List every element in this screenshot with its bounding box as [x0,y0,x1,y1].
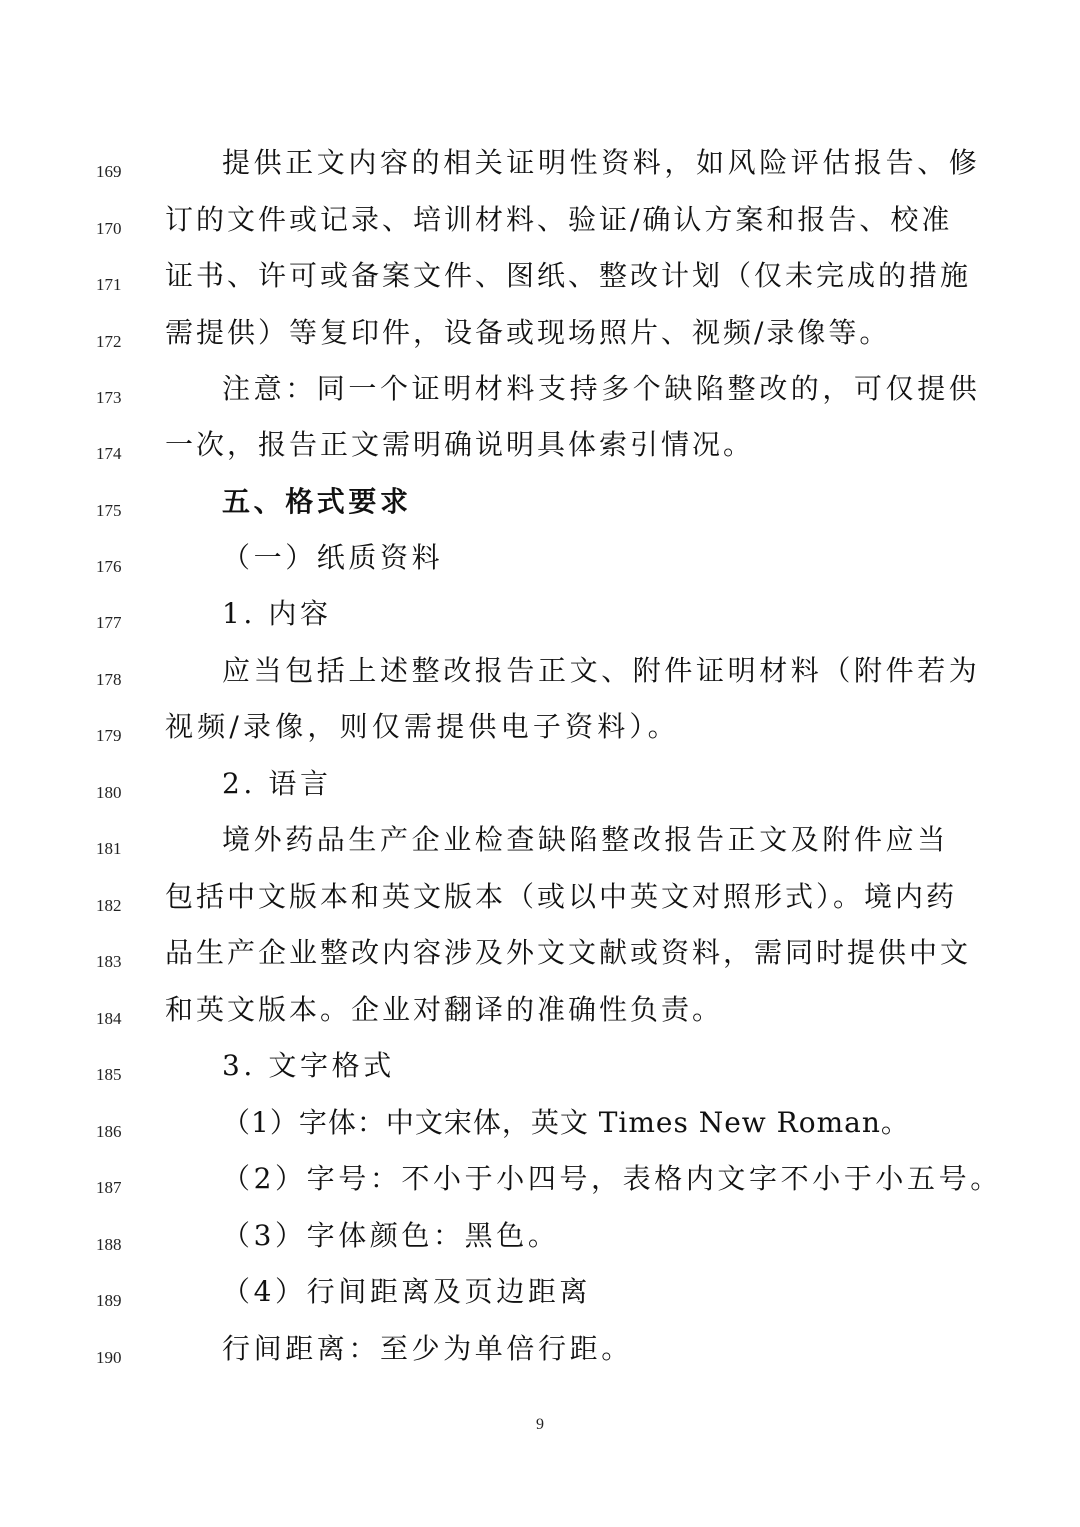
line-number: 178 [96,670,122,689]
text-line-170 [0,205,1080,261]
text-line-190 [0,1334,1080,1390]
line-number: 176 [96,557,122,576]
text-line-171 [0,261,1080,317]
line-text: 需提供）等复印件，设备或现场照片、视频/录像等。 [165,316,891,349]
text-line-186 [0,1108,1080,1164]
line-number: 179 [96,726,122,745]
line-text: 证书、许可或备案文件、图纸、整改计划（仅未完成的措施 [165,259,972,292]
text-line-172 [0,318,1080,374]
text-line-177 [0,599,1080,655]
text-line-181 [0,825,1080,881]
text-line-187 [0,1164,1080,1220]
line-number: 189 [96,1291,122,1310]
line-text: 订的文件或记录、培训材料、验证/确认方案和报告、校准 [165,203,953,236]
line-number: 190 [96,1348,122,1367]
line-text: 品生产企业整改内容涉及外文文献或资料，需同时提供中文 [165,936,972,969]
page-number: 9 [536,1416,544,1433]
line-number: 184 [96,1009,122,1028]
text-line-189 [0,1277,1080,1333]
line-number: 183 [96,952,122,971]
line-number: 182 [96,896,122,915]
line-number: 169 [96,162,122,181]
line-text: （1）字体：中文宋体，英文 Times New Roman。 [222,1106,910,1139]
line-text: 应当包括上述整改报告正文、附件证明材料（附件若为 [222,654,981,687]
text-line-169 [0,148,1080,204]
text-line-173 [0,374,1080,430]
line-number: 174 [96,444,122,463]
text-line-184 [0,995,1080,1051]
subsection-heading: （一）纸质资料 [222,541,444,574]
item-heading: 3. 文字格式 [222,1049,395,1082]
line-number: 185 [96,1065,122,1084]
line-number: 171 [96,275,122,294]
line-text: 提供正文内容的相关证明性资料，如风险评估报告、修 [222,146,981,179]
item-heading: 1. 内容 [222,597,332,630]
line-text: 视频/录像，则仅需提供电子资料）。 [165,710,680,743]
text-line-179 [0,712,1080,768]
line-number: 177 [96,613,122,632]
line-number: 173 [96,388,122,407]
line-text: 境外药品生产企业检查缺陷整改报告正文及附件应当 [222,823,949,856]
text-line-178 [0,656,1080,712]
text-line-188 [0,1221,1080,1277]
text-line-183 [0,938,1080,994]
text-line-176 [0,543,1080,599]
line-number: 187 [96,1178,122,1197]
line-text: （2）字号：不小于小四号，表格内文字不小于小五号。 [222,1162,1002,1195]
line-text: （4）行间距离及页边距离 [222,1275,592,1308]
text-line-174 [0,430,1080,486]
line-text: （3）字体颜色：黑色。 [222,1219,560,1252]
line-number: 186 [96,1122,122,1141]
line-number: 180 [96,783,122,802]
text-line-182 [0,882,1080,938]
text-line-185 [0,1051,1080,1107]
line-number: 172 [96,332,122,351]
item-heading: 2. 语言 [222,767,332,800]
line-text: 注意：同一个证明材料支持多个缺陷整改的，可仅提供 [222,372,981,405]
line-number: 188 [96,1235,122,1254]
section-heading: 五、格式要求 [222,485,412,518]
line-number: 181 [96,839,122,858]
line-text: 和英文版本。企业对翻译的准确性负责。 [165,993,724,1026]
line-text: 一次，报告正文需明确说明具体索引情况。 [165,428,755,461]
line-text: 行间距离：至少为单倍行距。 [222,1332,633,1365]
line-number: 175 [96,501,122,520]
line-text: 包括中文版本和英文版本（或以中英文对照形式）。境内药 [165,880,958,913]
text-line-175 [0,487,1080,543]
text-line-180 [0,769,1080,825]
line-number: 170 [96,219,122,238]
